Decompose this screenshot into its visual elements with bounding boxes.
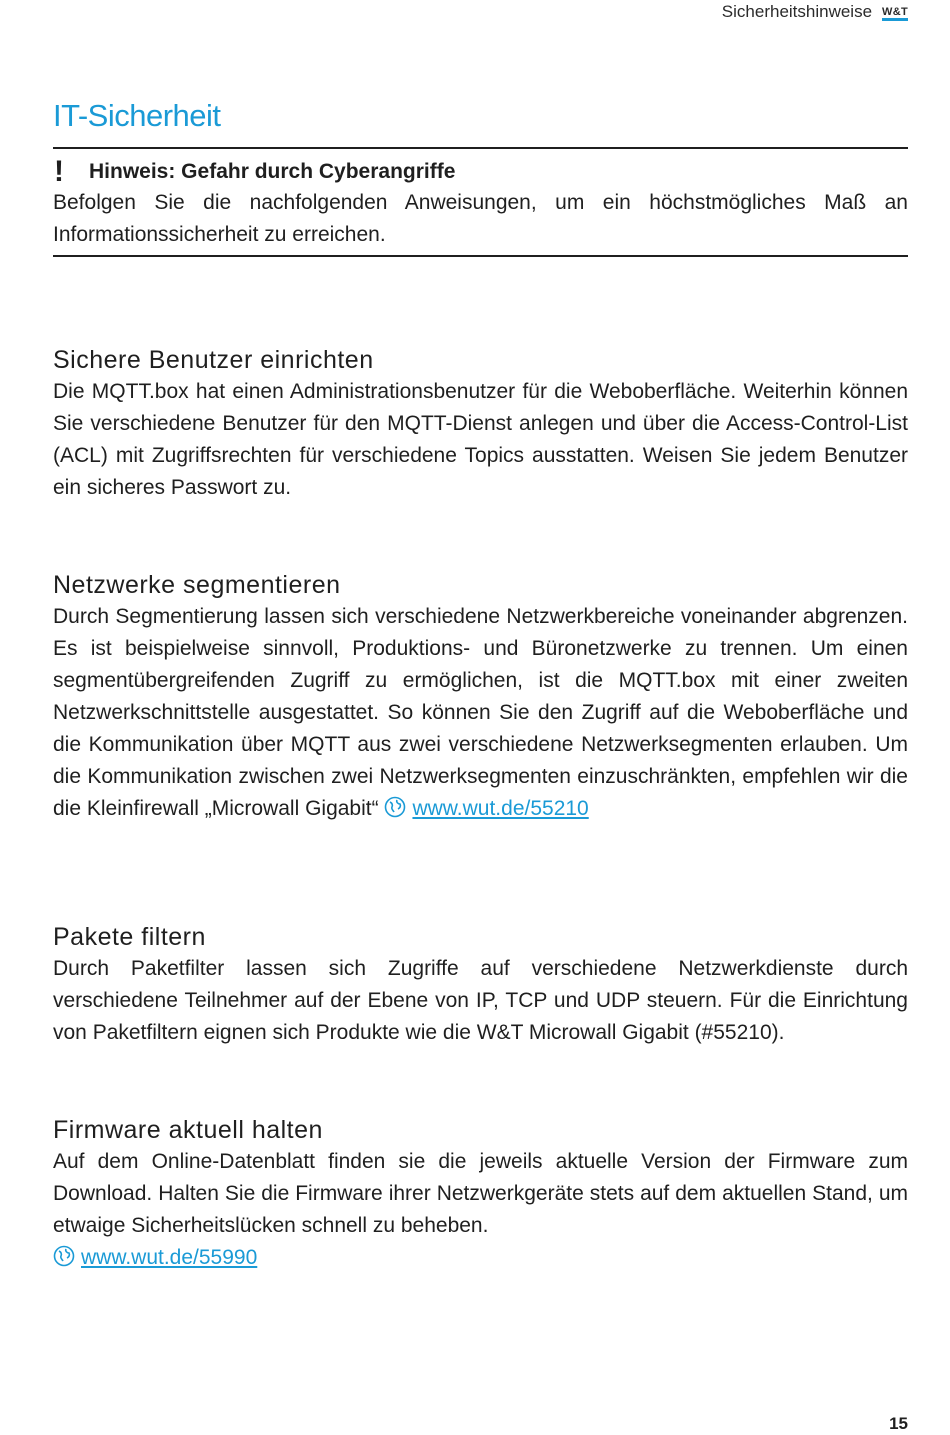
section-text: Auf dem Online-Datenblatt finden sie die jeweils aktuelle Version der Firmware zum Download. Halten Sie die Firmware ihrer Netzwerkgeräte stets auf dem aktuellen Stand, um etwaige Sicherheitslücken schnell zu beheben. [53, 1150, 908, 1237]
exclamation-icon: ! [54, 155, 64, 188]
link-line [53, 1242, 908, 1274]
page-title: IT-Sicherheit [53, 98, 221, 133]
section-text: Durch Paketfilter lassen sich Zugriffe auf verschiedene Netzwerkdienste durch verschiedene Teilnehmer auf der Ebene von IP, TCP und UDP steuern. Für die Einrichtung von Paketfiltern eignen sich Produkte wie die W&T Microwall Gigabit (#55210). [53, 957, 908, 1044]
section-title: Pakete filtern [53, 923, 206, 951]
section-title: Firmware aktuell halten [53, 1116, 323, 1144]
section-title: Sichere Benutzer einrichten [53, 346, 374, 374]
header-title: Sicherheitshinweise [721, 2, 873, 21]
page-header [722, 2, 908, 22]
link-microwall[interactable]: www.wut.de/55210 [412, 797, 589, 820]
notice-heading: Hinweis: Gefahr durch Cyberangriffe [89, 160, 456, 183]
section-sichere-benutzer [53, 344, 908, 504]
section-text-body: Durch Segmentierung lassen sich verschiedene Netzwerkbereiche voneinander abgrenzen. Es ist beispielweise sinnvoll, Produktions- und Büronetzwerke zu trennen. Um einen segmentübergreifenden Zugriff zu ermöglichen, ist die MQTT.box mit einer zweiten Netzwerkschnittstelle ausgestattet. So können Sie den Zugriff auf die Weboberfläche und die Kommunikation über MQTT aus zwei verschiedene Netzwerksegmenten erlauben. Um die Kommunikation zwischen zwei Netzwerksegmenten einzuschränkten, empfehlen wir die die Kleinfirewall „Microwall Gigabit“ [53, 605, 908, 820]
section-pakete-filtern [53, 921, 908, 1049]
page-number: 15 [889, 1414, 908, 1433]
link-firmware[interactable]: www.wut.de/55990 [81, 1246, 258, 1269]
section-text [53, 601, 908, 825]
notice-text: Befolgen Sie die nachfolgenden Anweisungen, um ein höchstmögliches Maß an Informationssicherheit zu erreichen. [53, 191, 908, 246]
notice-heading-row [53, 157, 908, 187]
section-text: Die MQTT.box hat einen Administrationsbenutzer für die Weboberfläche. Weiterhin können Sie verschiedene Benutzer für den MQTT-Dienst anlegen und über die Access-Control-List (ACL) mit Zugriffsrechten für verschiedene Topics ausstatten. Weisen Sie jedem Benutzer ein sicheres Passwort zu. [53, 380, 908, 499]
globe-icon [53, 1245, 75, 1267]
section-firmware-aktuell [53, 1114, 908, 1274]
warning-notice [53, 147, 908, 257]
globe-icon [384, 796, 406, 818]
section-netzwerke-segmentieren [53, 569, 908, 825]
wut-logo: W&T [882, 2, 908, 21]
section-title: Netzwerke segmentieren [53, 571, 341, 599]
